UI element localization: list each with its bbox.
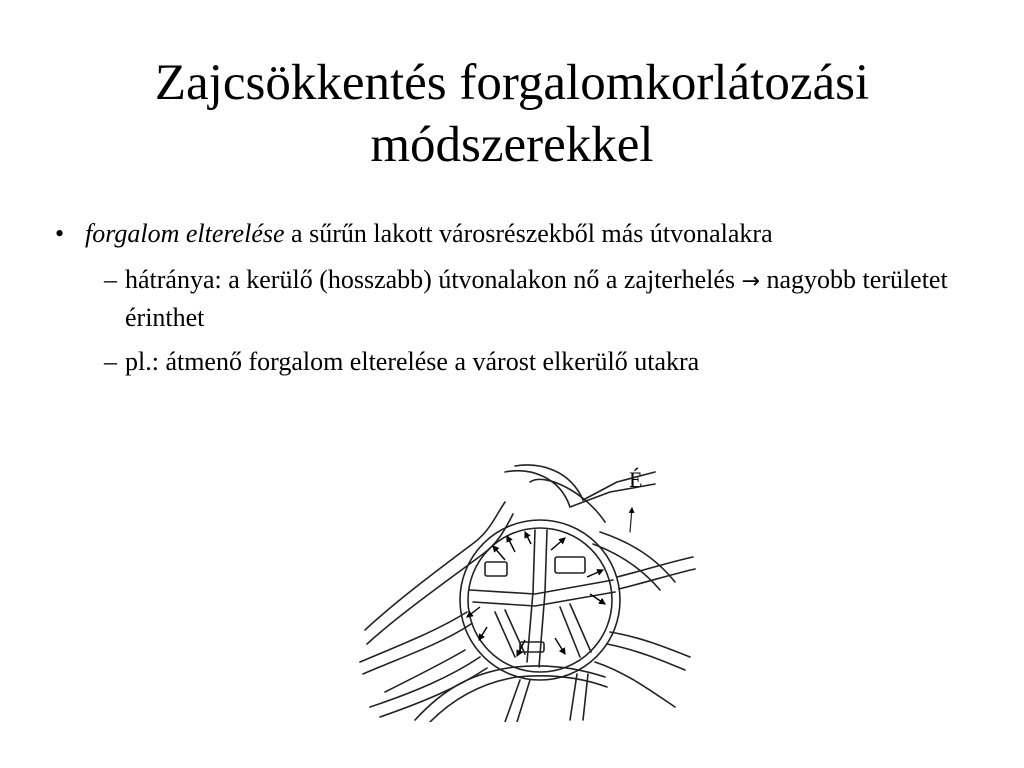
bullet-item (55, 216, 975, 252)
right-arrow-icon: → (741, 269, 760, 294)
diversion-arrow-icon (479, 627, 487, 640)
diversion-arrow-icon (555, 638, 565, 654)
inner-street-ew (470, 580, 613, 594)
sub-item-text: pl.: átmenő forgalom elterelése a várost elkerülő utakra (125, 347, 700, 376)
bypass-road-north (505, 471, 570, 507)
page-title (60, 52, 964, 176)
diversion-arrow-icon (587, 570, 603, 577)
arterial-west (365, 502, 505, 630)
diversion-arrow-icon (551, 538, 565, 550)
bullet-list (55, 216, 975, 388)
title-line-1: Zajcsökkentés forgalomkorlátozási (154, 55, 870, 111)
bullet-emphasis: forgalom elterelése (85, 219, 285, 248)
sub-item-drawback (77, 262, 975, 336)
sub-marker: – (104, 347, 117, 376)
north-arrow-icon (630, 508, 632, 532)
sub-marker: – (104, 265, 117, 294)
bullet-marker: • (55, 219, 65, 248)
title-line-2: módszerekkel (370, 117, 654, 173)
diversion-arrow-icon (507, 536, 515, 552)
diversion-arrow-icon (493, 546, 505, 560)
road-network-map (355, 462, 700, 722)
sub-list (55, 262, 975, 380)
bullet-rest: a sűrűn lakott városrészekből más útvonalakra (284, 219, 773, 248)
sub-item-example (77, 344, 975, 380)
diversion-arrow-icon (525, 532, 531, 544)
sub-item-text-continued: nagyobb területet érinthet (125, 265, 948, 332)
bullet-text (85, 219, 773, 248)
arterial-east (617, 557, 693, 577)
sub-item-text: hátránya: a kerülő (hosszabb) útvonalakon nő a zajterhelés (125, 265, 736, 294)
north-label: É (629, 467, 643, 492)
